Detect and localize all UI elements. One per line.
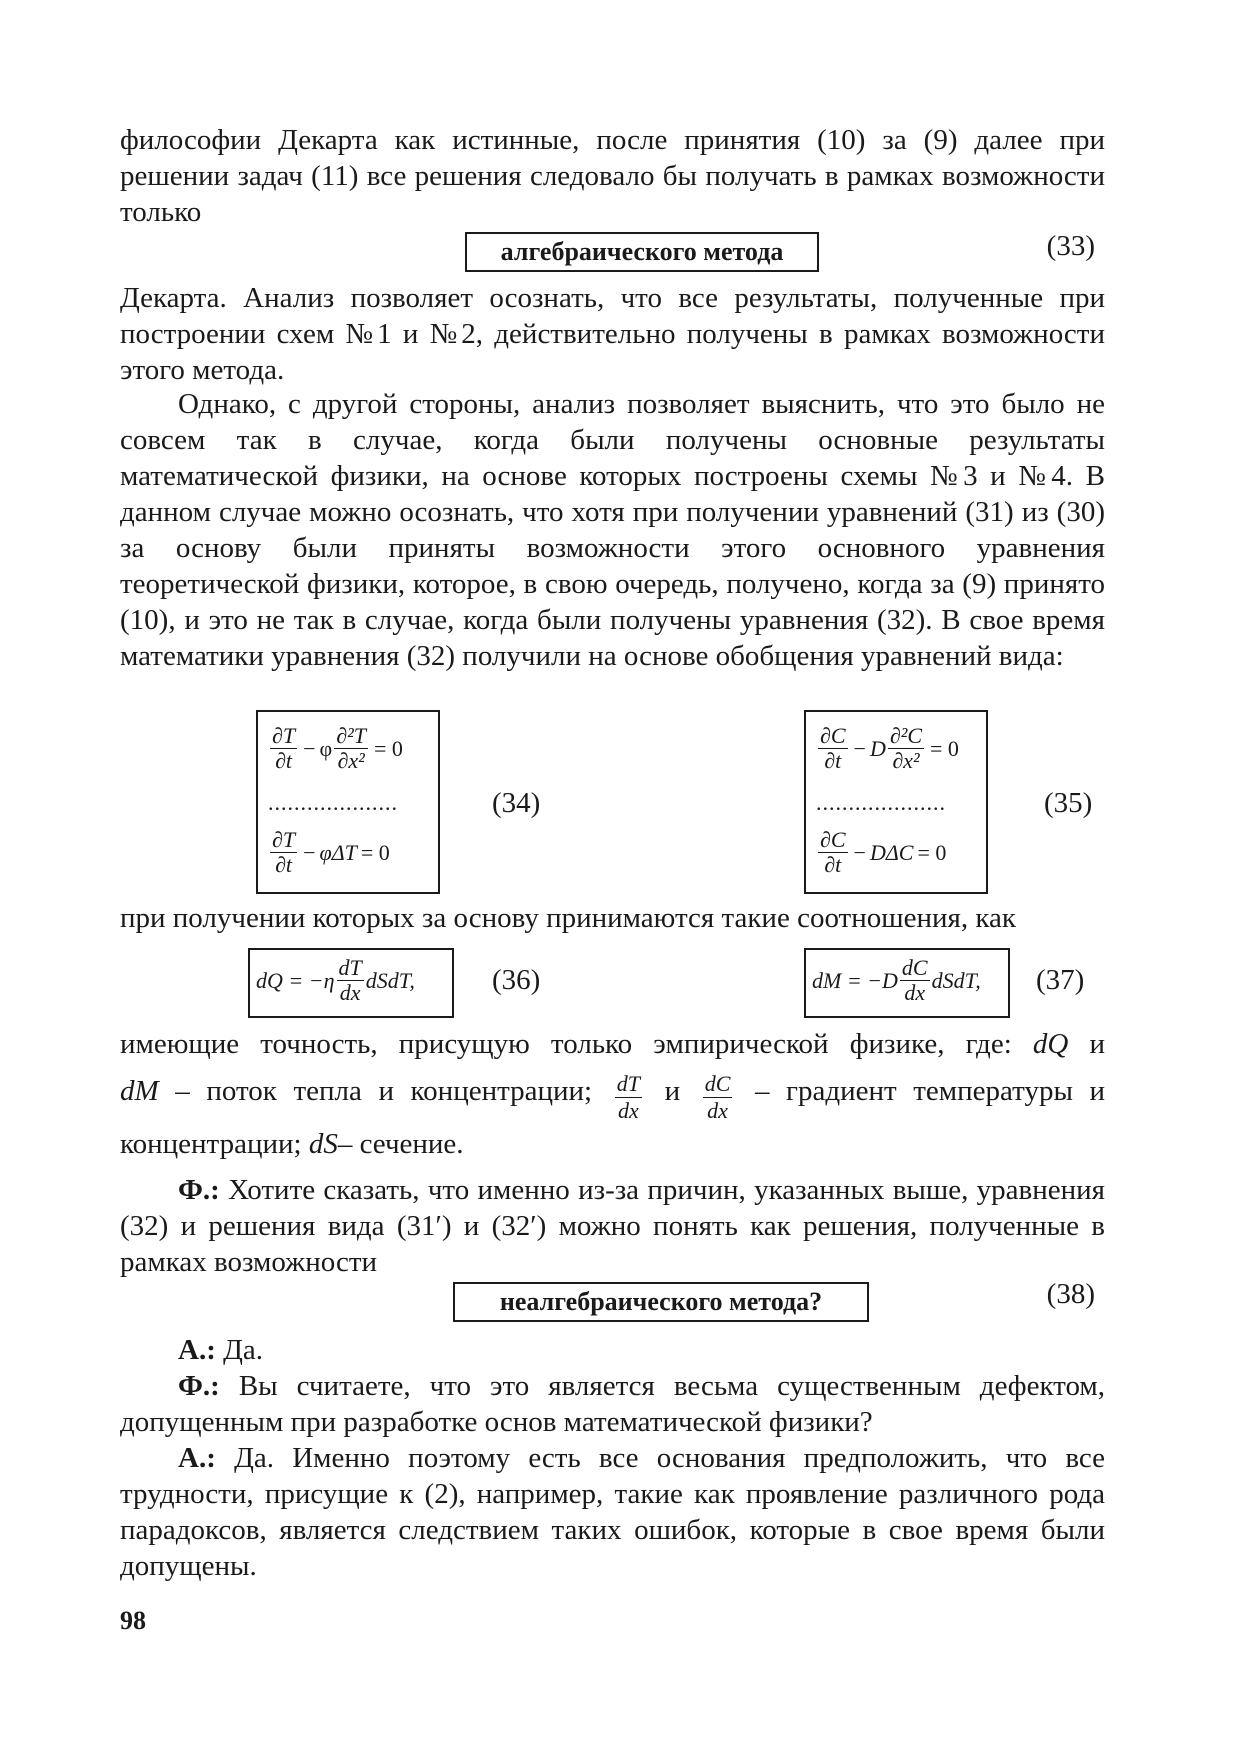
eq34-dots: ....................	[268, 790, 398, 815]
paragraph-5	[120, 1026, 1105, 1162]
eq35-frac-d2Cdx2: $\frac{\text{∂²C}}{\text{∂x²}}$	[889, 723, 922, 773]
paragraph-6	[120, 1172, 1105, 1280]
paragraph-6-text: Ф.: Хотите сказать, что именно из-за причин, указанных выше, уравнения (32) и решения вида (31′) и (32′) можно понять как решения, полученные в рамках возможности	[120, 1174, 1105, 1278]
speaker-label-a: А.:	[178, 1334, 216, 1366]
paragraph-4	[120, 900, 1105, 936]
equation-box-36	[248, 948, 454, 1018]
paragraph-3-text: Однако, с другой стороны, анализ позволяет выяснить, что это было не совсем так в случае, когда были получены основные результаты математической физики, на основе которых построены схемы №3 и №4. В данном случае можно осознать, что хотя при получении уравнений (31) из (30) за основу были приняты возможности этого основного уравнения теоретической физики, которое, в свою очередь, получено, когда за (9) принято (10), и это не так в случае, когда были получены уравнения (32). В свое время математики уравнения (32) получили на основе обобщения уравнений вида:	[120, 388, 1105, 672]
paragraph-8	[120, 1368, 1105, 1440]
equation-box-35	[804, 710, 988, 894]
speaker-label-a-2: А.:	[178, 1442, 216, 1474]
formula-33	[120, 232, 1105, 276]
boxed-term-algebraic-method: алгебраического метода	[465, 232, 819, 272]
eq35-frac-dCdt: $\frac{\partial C}{\partial t}$	[820, 723, 846, 773]
eq36-frac: $\frac{dT}{dx}$	[338, 955, 362, 1005]
inline-frac-dCdx: $\frac{dC}{dx}$	[704, 1070, 731, 1123]
equation-number-35: (35)	[1044, 787, 1093, 819]
eq35-dots: ....................	[816, 790, 946, 815]
eq35-line2: $\frac{\partial C}{\partial t}$ − DΔC = 0	[820, 827, 947, 877]
paragraph-5-line-2: dM – поток тепла и концентрации; $\frac{dT}{dx}$ и $\frac{dC}{dx}$ – градиент температуры и	[120, 1070, 1106, 1123]
paragraph-9	[120, 1440, 1105, 1584]
eq35-frac2-dCdt: $\frac{\partial C}{\partial t}$	[820, 827, 846, 877]
equation-box-34	[256, 710, 440, 894]
paragraph-5-line-1: имеющие точность, присущую только эмпирической физике, где: dQ и	[120, 1028, 1106, 1060]
equation-box-37	[804, 948, 1010, 1018]
speaker-label-f: Ф.:	[178, 1174, 220, 1206]
eq35-line1: $\frac{\partial C}{\partial t}$ − D $\frac{\text{∂²C}}{\text{∂x²}}$ = 0	[820, 723, 959, 773]
eq34-frac-d2Tdx2: $\frac{\text{∂²T}}{\text{∂x²}}$	[336, 723, 366, 773]
equation-number-34: (34)	[492, 787, 541, 819]
eq37-frac: $\frac{dC}{dx}$	[901, 955, 928, 1005]
paragraph-8-text: Ф.: Вы считаете, что это является весьма существенным дефектом, допущенным при разработке основ математической физики?	[120, 1370, 1105, 1438]
boxed-term-nonalgebraic-method: неалгебраического метода?	[453, 1282, 869, 1322]
equation-number-38: (38)	[1046, 1278, 1095, 1310]
paragraph-3	[120, 386, 1105, 674]
eq34-line2: $\frac{\partial T}{\partial t}$ − φΔT = 0	[272, 827, 390, 877]
eq36-line: dQ = −η $\frac{dT}{dx}$ dSdT,	[256, 955, 415, 1005]
eq37-line: dM = −D $\frac{dC}{dx}$ dSdT,	[812, 955, 981, 1005]
paragraph-7-text: А.: Да.	[178, 1334, 264, 1366]
eq34-frac-dTdt: $\frac{\partial T}{\partial t}$	[272, 723, 296, 773]
formula-38	[120, 1278, 1105, 1326]
paragraph-1-text: философии Декарта как истинные, после принятия (10) за (9) далее при решении задач (11) все решения следовало бы получать в рамках возможности только	[120, 124, 1105, 228]
eq34-frac2-dTdt: $\frac{\partial T}{\partial t}$	[272, 827, 296, 877]
paragraph-7	[120, 1332, 1105, 1368]
page-number: 98	[120, 1606, 146, 1635]
speaker-label-f-2: Ф.:	[178, 1370, 220, 1402]
paragraph-2	[120, 280, 1105, 388]
paragraph-9-text: А.: Да. Именно поэтому есть все основания предположить, что все трудности, присущие к (2), например, такие как проявление различного рода парадоксов, является следствием таких ошибок, которые в свое время были допущены.	[120, 1442, 1105, 1582]
paragraph-5-line-3: концентрации; dS– сечение.	[120, 1128, 464, 1160]
paragraph-1	[120, 122, 1105, 230]
paragraph-2-text: Декарта. Анализ позволяет осознать, что все результаты, полученные при построении схем №1 и №2, действительно получены в рамках возможности этого метода.	[120, 282, 1105, 386]
equation-number-36: (36)	[492, 964, 541, 996]
equation-number-37: (37)	[1036, 964, 1085, 996]
equation-number-33: (33)	[1046, 230, 1095, 262]
paragraph-4-text: при получении которых за основу принимаются такие соотношения, как	[120, 902, 1016, 934]
eq34-line1: $\frac{\partial T}{\partial t}$ − φ $\frac{\text{∂²T}}{\text{∂x²}}$ = 0	[272, 723, 403, 773]
inline-frac-dTdx: $\frac{dT}{dx}$	[616, 1070, 640, 1123]
